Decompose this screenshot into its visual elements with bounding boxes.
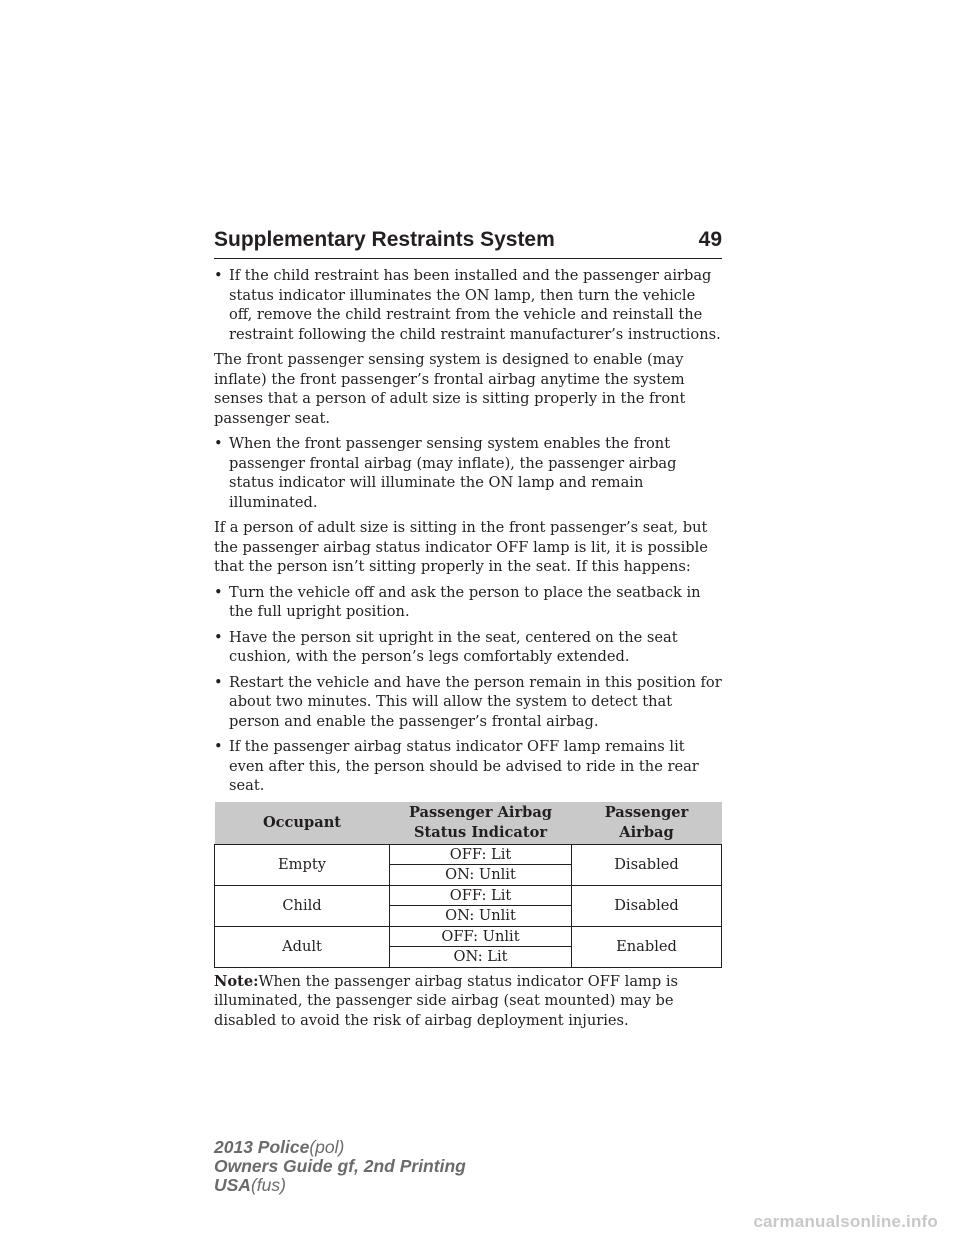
bullet-icon: • [214,435,223,452]
page-number: 49 [698,228,722,251]
bullet-item [214,628,722,667]
occupant-cell: Adult [215,926,390,967]
footer-market-code: (fus) [250,1175,286,1195]
indicator-off-cell: OFF: Lit [390,844,572,865]
bullet-item [214,673,722,732]
indicator-on-cell: ON: Unlit [390,906,572,927]
header-indicator-line2: Status Indicator [413,823,548,841]
paragraph: The front passenger sensing system is designed to enable (may inflate) the front passenger’s frontal airbag anytime the system senses that a person of adult size is sitting properly in the front passenger seat. [214,351,686,427]
header-occupant: Occupant [215,802,390,845]
bullet-text: If the passenger airbag status indicator OFF lamp remains lit even after this, the person should be advised to ride in the rear seat. [229,738,699,794]
bullet-icon: • [214,673,223,691]
indicator-on-cell: ON: Unlit [390,865,572,886]
note-label: Note: [214,972,259,990]
bullet-item [214,266,722,344]
indicator-off-cell: OFF: Lit [390,885,572,906]
print-footer [214,1138,466,1195]
section-title: Supplementary Restraints System [214,228,555,251]
bullet-text: Restart the vehicle and have the person remain in this position for about two minutes. This will allow the system to detect that person and enable the passenger’s frontal airbag. [229,673,722,730]
bullet-text: Have the person sit upright in the seat, centered on the seat cushion, with the person’s legs comfortably extended. [229,628,678,665]
table-row [215,926,722,947]
indicator-on-cell: ON: Lit [390,947,572,968]
footer-model: 2013 Police [214,1137,310,1157]
footer-market: USA [214,1175,251,1195]
bullet-text: If the child restraint has been installed and the passenger airbag status indicator illuminates the ON lamp, then turn the vehicle off, remove the child restraint from the vehicle and reinstall the restraint following the child restraint manufacturer’s instructions. [229,267,721,343]
indicator-off-cell: OFF: Unlit [390,926,572,947]
airbag-state-cell: Disabled [572,844,722,885]
footer-model-code: (pol) [309,1137,345,1157]
bullet-text: Turn the vehicle off and ask the person to place the seatback in the full upright position. [229,583,701,620]
header-passenger-airbag: Passenger Airbag [572,802,722,845]
page-content [214,266,722,1036]
note-text: When the passenger airbag status indicator OFF lamp is illuminated, the passenger side airbag (seat mounted) may be disabled to avoid the risk of airbag deployment injuries. [214,972,678,1029]
table-row [215,844,722,865]
table-header-row [215,802,722,845]
airbag-state-cell: Enabled [572,926,722,967]
footer-line3 [214,1176,466,1195]
bullet-text: When the front passenger sensing system enables the front passenger frontal airbag (may inflate), the passenger airbag status indicator will illuminate the ON lamp and remain illuminated. [229,435,677,511]
note-paragraph [214,972,722,1031]
header-indicator-line1: Passenger Airbag [408,804,553,821]
bullet-item [214,583,722,622]
header-status-indicator [390,802,572,845]
watermark-text: carmanualsonline.info [753,1212,938,1231]
airbag-state-cell: Disabled [572,885,722,926]
paragraph: If a person of adult size is sitting in the front passenger’s seat, but the passenger airbag status indicator OFF lamp is lit, it is possible that the person isn’t sitting properly in the seat. If this happens: [214,519,708,575]
bullet-item [214,434,722,512]
page-header [214,228,722,252]
header-divider [214,258,722,259]
bullet-icon: • [214,583,223,601]
footer-line1 [214,1138,466,1157]
bullet-icon: • [214,628,223,646]
airbag-status-table [214,802,722,968]
bullet-icon: • [214,267,223,284]
bullet-item [214,737,722,796]
occupant-cell: Empty [215,844,390,885]
occupant-cell: Child [215,885,390,926]
footer-line2: Owners Guide gf, 2nd Printing [214,1156,466,1176]
bullet-icon: • [214,738,223,755]
table-row [215,885,722,906]
